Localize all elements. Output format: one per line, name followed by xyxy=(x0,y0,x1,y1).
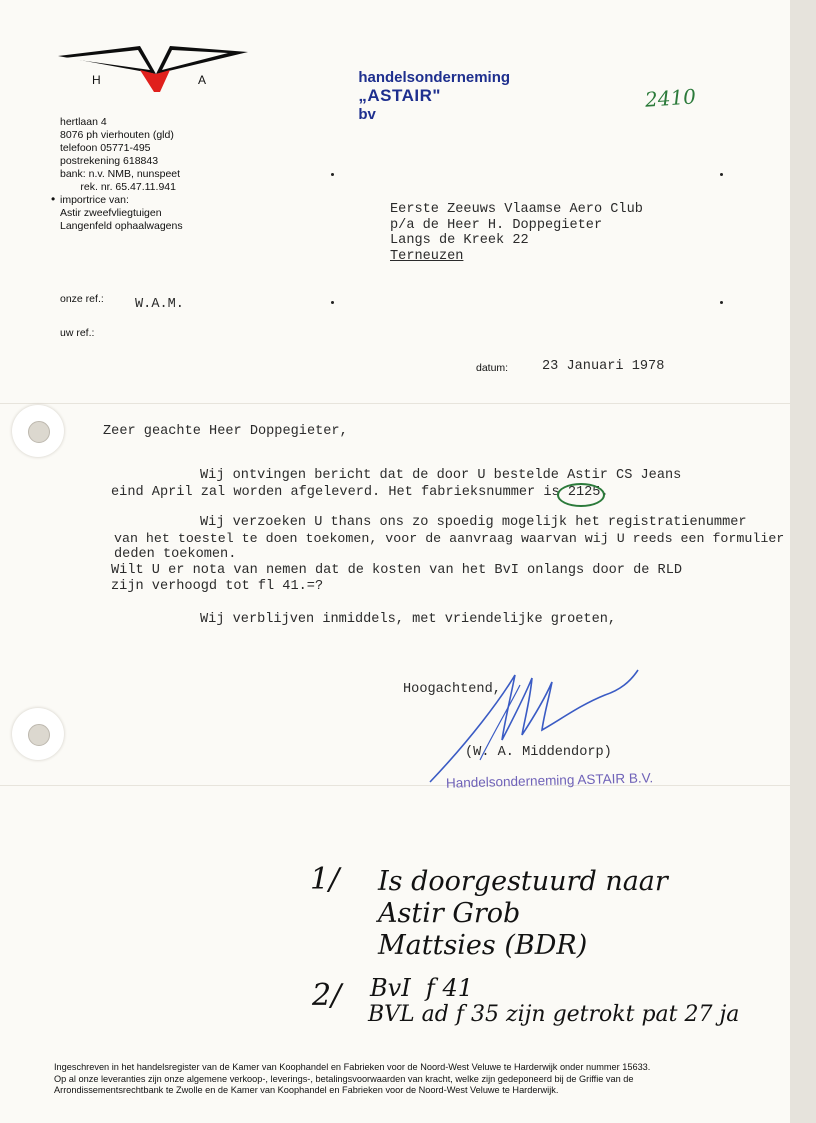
body-line: van het toestel te doen toekomen, voor de aanvraag waarvan wij U reeds een formulier xyxy=(114,531,785,546)
sender-line: Astir zweefvliegtuigen xyxy=(60,207,162,219)
footer-line: Arrondissementsrechtbank te Zwolle en de Kamer van Koophandel en Fabrieken voor de Noord-West Veluwe te Harderwijk. xyxy=(54,1085,559,1095)
date-label: datum: xyxy=(476,362,509,374)
footer-legal xyxy=(54,1062,754,1097)
company-suffix: bv xyxy=(358,106,376,123)
bullet-mark: • xyxy=(51,192,56,206)
guide-dot xyxy=(720,301,723,304)
body-line: eind April zal worden afgeleverd. Het fabrieksnummer is 2125. xyxy=(111,485,609,500)
body-line: Wilt U er nota van nemen dat de kosten van het BvI onlangs door de RLD xyxy=(111,563,683,578)
logo-letter-a: A xyxy=(198,73,207,87)
closing-line: Wij verblijven inmiddels, met vriendelijke groeten, xyxy=(200,612,617,627)
your-ref-label: uw ref.: xyxy=(60,327,95,339)
signatory-name: (W. A. Middendorp) xyxy=(465,745,612,760)
regards: Hoogachtend, xyxy=(403,682,501,697)
guide-dot xyxy=(331,301,334,304)
company-prefix: handelsonderneming xyxy=(358,69,511,86)
sender-line: telefoon 05771-495 xyxy=(60,142,151,154)
company-heading xyxy=(350,52,510,123)
company-name: „ASTAIR" xyxy=(358,86,441,105)
sender-line: importrice van: xyxy=(60,194,129,206)
hwa-logo xyxy=(58,44,254,96)
guide-dot xyxy=(720,173,723,176)
recipient-line: Eerste Zeeuws Vlaamse Aero Club xyxy=(390,202,643,217)
recipient-line: p/a de Heer H. Doppegieter xyxy=(390,218,603,233)
body-line: deden toekomen. xyxy=(114,547,237,562)
note-number: 2/ xyxy=(312,978,342,1013)
note-number: 1/ xyxy=(310,862,340,897)
body-line: Wij ontvingen bericht dat de door U bestelde Astir CS Jeans xyxy=(200,468,682,483)
fold-line xyxy=(0,785,790,786)
guide-dot xyxy=(331,173,334,176)
handwritten-note-line: Is doorgestuurd naar xyxy=(378,866,668,897)
body-line: Wij verzoeken U thans ons zo spoedig mogelijk het registratienummer xyxy=(200,515,747,530)
logo-letter-h: H xyxy=(92,73,101,87)
sender-line: 8076 ph vierhouten (gld) xyxy=(60,129,174,141)
sender-line: Langenfeld ophaalwagens xyxy=(60,220,183,232)
footer-line: Op al onze leveranties zijn onze algemene verkoop-, leverings-, betalingsvoorwaarden van kracht, welke zijn gedeponeerd bij de Griffie van de xyxy=(54,1073,634,1084)
handwritten-file-number: 2410 xyxy=(644,84,697,112)
our-ref-label: onze ref.: xyxy=(60,293,104,305)
sender-line: postrekening 618843 xyxy=(60,155,159,167)
date-value: 23 Januari 1978 xyxy=(542,359,665,374)
our-ref-value: W.A.M. xyxy=(135,297,184,312)
handwritten-note-line: Astir Grob xyxy=(378,898,521,929)
handwritten-note-line: Mattsies (BDR) xyxy=(378,930,588,961)
handwritten-note-line: BvI f 41 xyxy=(370,974,473,1002)
recipient-line: Langs de Kreek 22 xyxy=(390,233,529,248)
punch-hole xyxy=(12,708,64,760)
fold-line xyxy=(0,403,790,404)
recipient-city: Terneuzen xyxy=(390,249,464,264)
footer-line: Ingeschreven in het handelsregister van de Kamer van Koophandel en Fabrieken voor de Noord-West Veluwe te Harderwijk onder nummer 15633. xyxy=(54,1062,651,1072)
body-line: zijn verhoogd tot fl 41.=? xyxy=(111,579,324,594)
sender-line: bank: n.v. NMB, nunspeet xyxy=(60,168,181,180)
company-stamp: Handelsonderneming ASTAIR B.V. xyxy=(445,770,654,791)
page-edge xyxy=(790,0,816,1123)
punch-hole xyxy=(12,405,64,457)
salutation: Zeer geachte Heer Doppegieter, xyxy=(103,424,348,439)
sender-line: rek. nr. 65.47.11.941 xyxy=(60,181,176,193)
handwritten-note-line: BVL ad f 35 zijn getrokt pat 27 ja xyxy=(368,1002,740,1027)
sender-line: hertlaan 4 xyxy=(60,116,107,128)
annotation-circle xyxy=(557,483,605,507)
